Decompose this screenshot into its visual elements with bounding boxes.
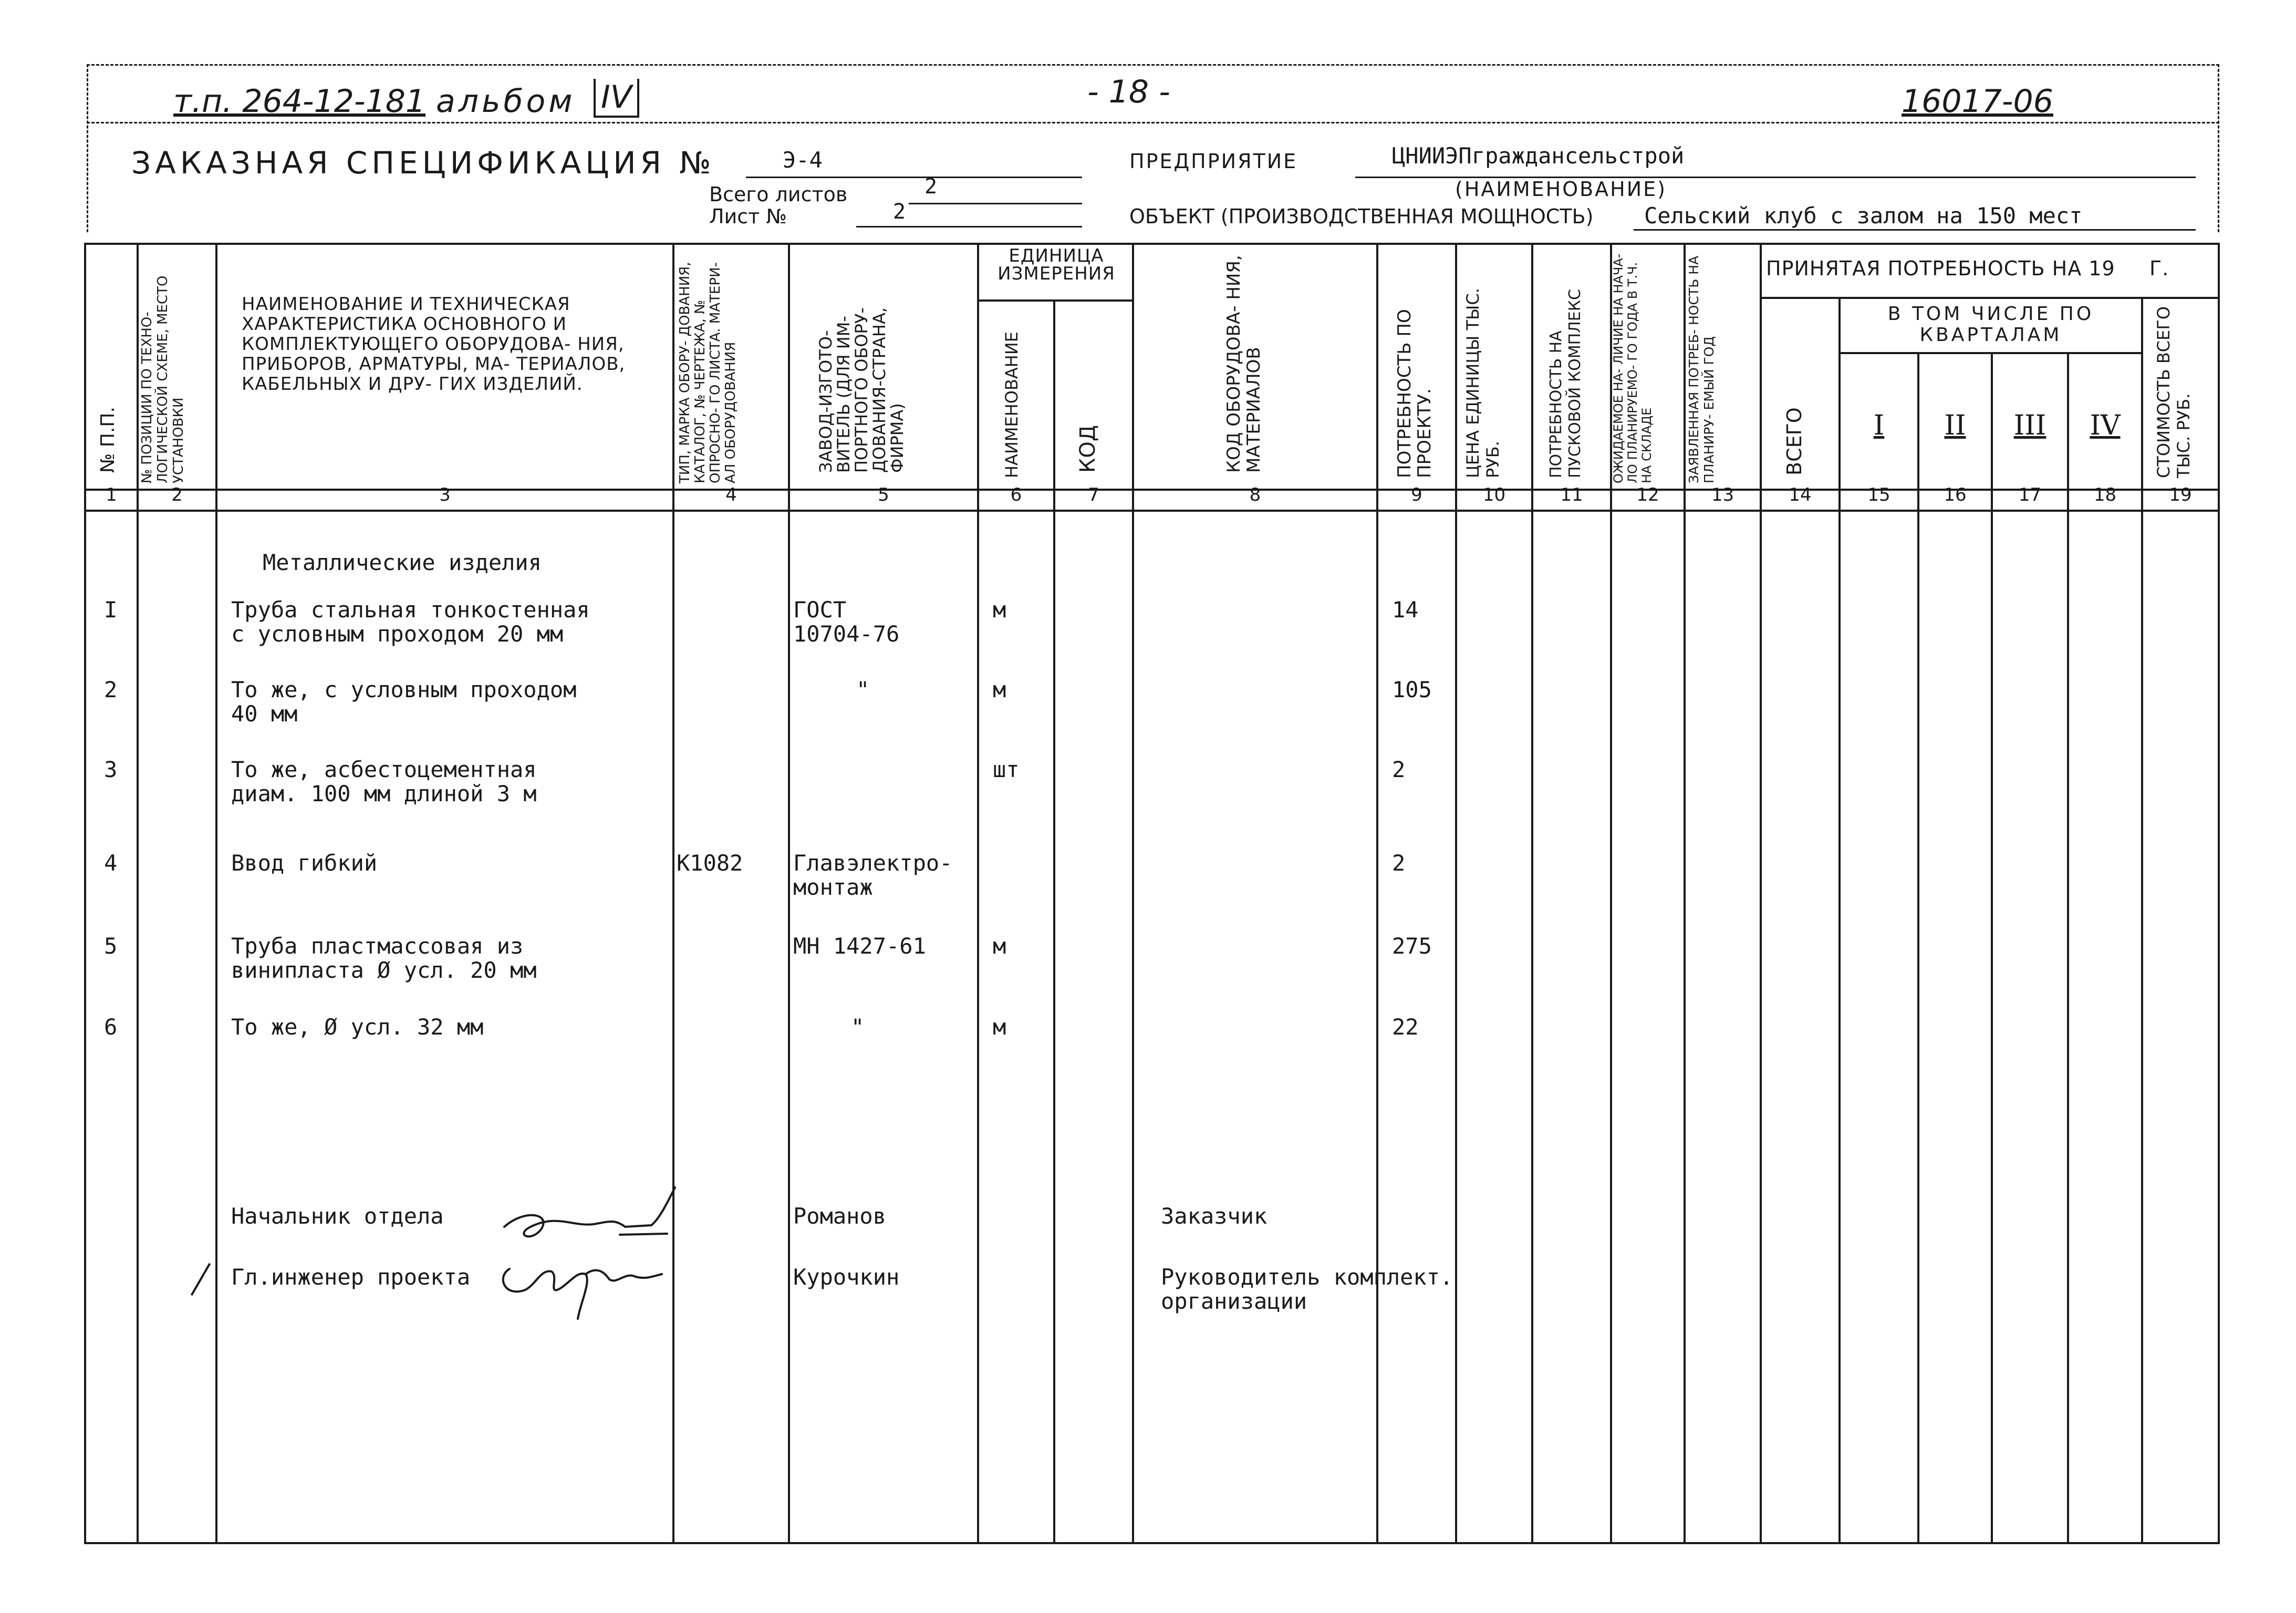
frame-right	[2218, 64, 2219, 232]
col-number: 18	[2093, 484, 2117, 505]
frame-left	[87, 64, 88, 232]
object-value: Сельский клуб с залом на 150 мест	[1644, 203, 2083, 229]
row-unit: шт	[993, 757, 1020, 782]
row-qty: 2	[1392, 757, 1406, 782]
row-maker: МН 1427-61	[793, 933, 926, 959]
col-header-15: I	[1873, 410, 1885, 441]
row-maker: "	[851, 1014, 865, 1040]
table-top	[84, 243, 2220, 245]
row-number: 2	[104, 677, 118, 702]
col-number: 1	[106, 484, 117, 505]
row-name: Ввод гибкий	[231, 850, 378, 876]
frame-top	[87, 64, 2219, 66]
table-bottom	[84, 1542, 2220, 1544]
album-label: альбом	[436, 83, 576, 120]
col-number: 19	[2169, 484, 2192, 505]
quarters-group-header: В ТОМ ЧИСЛЕ ПО КВАРТАЛАМ	[1887, 303, 2094, 346]
col-number: 13	[1711, 484, 1734, 505]
col-number: 6	[1010, 484, 1022, 505]
row-number: 6	[104, 1014, 118, 1040]
row-name: Труба стальная тонкостенная с условным проходом 20 мм	[231, 597, 590, 647]
col-header-1: № П.П.	[97, 407, 119, 473]
name-caption: (НАИМЕНОВАНИЕ)	[1455, 178, 1667, 201]
spec-title: ЗАКАЗНАЯ СПЕЦИФИКАЦИЯ №	[131, 145, 715, 181]
row-type: К1082	[677, 850, 743, 876]
col-header-16: II	[1944, 410, 1966, 441]
col-header-6: НАИМЕНОВАНИЕ	[1002, 331, 1022, 478]
col-number: 11	[1560, 484, 1583, 505]
col-number: 9	[1411, 484, 1422, 505]
unit-group-header: ЕДИНИЦА ИЗМЕРЕНИЯ	[998, 245, 1115, 284]
head-name: Романов	[793, 1203, 887, 1229]
section-title: Металлические изделия	[263, 550, 542, 575]
row-qty: 14	[1392, 597, 1419, 623]
col-header-18: IV	[2090, 410, 2121, 441]
album-number: IV	[594, 79, 639, 118]
row-number: 3	[104, 757, 118, 782]
col-header-4: ТИП, МАРКА ОБОРУ- ДОВАНИЯ, КАТАЛОГ, № ЧЕРТЕЖА, № ОПРОСНО- ГО ЛИСТА. МАТЕРИ- АЛ ОБОРУДОВАНИЯ	[677, 262, 739, 483]
col-number: 8	[1249, 484, 1261, 505]
row-unit: м	[993, 1014, 1006, 1040]
signatures-image	[494, 1177, 714, 1324]
row-qty: 22	[1392, 1014, 1419, 1040]
enterprise-label: ПРЕДПРИЯТИЕ	[1129, 150, 1298, 173]
sheet-number: 2	[893, 200, 906, 224]
spec-number: Э-4	[783, 147, 823, 173]
col-header-13: ЗАЯВЛЕННАЯ ПОТРЕБ- НОСТЬ НА ПЛАНИРУ- ЕМЫЙ ГОД	[1686, 255, 1717, 483]
col-number: 15	[1867, 484, 1890, 505]
col-number: 7	[1088, 484, 1099, 505]
head-signature	[504, 1187, 675, 1236]
col-header-8: КОД ОБОРУДОВА- НИЯ, МАТЕРИАЛОВ	[1223, 255, 1264, 473]
row-maker: "	[856, 677, 870, 702]
col-number: 17	[2018, 484, 2042, 505]
row-number: 5	[104, 933, 118, 959]
row-maker: Главэлектро- монтаж	[793, 850, 953, 900]
row-maker: ГОСТ 10704-76	[793, 597, 900, 647]
col-header-14: ВСЕГО	[1783, 407, 1806, 475]
col-number: 3	[439, 484, 451, 505]
col-header-7: КОД	[1076, 425, 1100, 473]
col-number: 4	[725, 484, 737, 505]
row-name: То же, асбестоцементная диам. 100 мм длиной 3 м	[231, 757, 537, 806]
doc-code: 16017-06	[1902, 83, 2053, 120]
customer-label: Заказчик	[1161, 1203, 1268, 1229]
frame-top-line2	[87, 122, 2219, 123]
row-name: То же, с условным проходом 40 мм	[231, 677, 577, 727]
chief-label: Гл.инженер проекта	[231, 1264, 471, 1290]
col-header-9: ПОТРЕБНОСТЬ ПО ПРОЕКТУ.	[1394, 309, 1435, 478]
col-header-19: СТОИМОСТЬ ВСЕГО ТЫС. РУБ.	[2154, 306, 2194, 478]
row-name: Труба пластмассовая из винипласта Ø усл. 20 мм	[231, 933, 537, 983]
total-sheets: 2	[924, 174, 938, 199]
tick-mark	[191, 1263, 211, 1296]
col-header-10: ЦЕНА ЕДИНИЦЫ ТЫС. РУБ.	[1463, 288, 1503, 478]
col-number: 5	[878, 484, 889, 505]
row-qty: 275	[1392, 933, 1432, 959]
col-number: 14	[1789, 484, 1812, 505]
accepted-group-header: ПРИНЯТАЯ ПОТРЕБНОСТЬ НА 19 Г.	[1766, 257, 2169, 280]
col-header-5: ЗАВОД-ИЗГОТО- ВИТЕЛЬ (ДЛЯ ИМ- ПОРТНОГО ОБОРУ- ДОВАНИЯ-СТРАНА, ФИРМА)	[816, 307, 907, 473]
row-qty: 105	[1392, 677, 1432, 702]
col-number: 16	[1944, 484, 1967, 505]
row-number: I	[104, 597, 118, 623]
supplier-label: Руководитель комплект. организации	[1161, 1264, 1453, 1314]
col-header-11: ПОТРЕБНОСТЬ НА ПУСКОВОЙ КОМПЛЕКС	[1547, 289, 1584, 478]
object-label: ОБЪЕКТ (ПРОИЗВОДСТВЕННАЯ МОЩНОСТЬ)	[1129, 205, 1594, 228]
row-unit: м	[993, 933, 1006, 959]
col-number: 2	[171, 484, 183, 505]
colnum-bottom	[84, 510, 2220, 512]
page-number: - 18 -	[1087, 74, 1170, 110]
col-header-12: ОЖИДАЕМОЕ НА- ЛИЧИЕ НА НАЧА- ЛО ПЛАНИРУЕМО- ГО ГОДА В Т.Ч. НА СКЛАДЕ	[1611, 253, 1654, 483]
doc-ref: т.п. 264-12-181	[173, 83, 426, 120]
sheet-label: Лист №	[709, 205, 787, 228]
col-number: 10	[1482, 484, 1506, 505]
row-number: 4	[104, 850, 118, 876]
col-header-2: № ПОЗИЦИИ ПО ТЕХНО- ЛОГИЧЕСКОЙ СХЕМЕ, МЕСТО УСТАНОВКИ	[139, 275, 186, 483]
row-qty: 2	[1392, 850, 1406, 876]
col-number: 12	[1636, 484, 1659, 505]
total-sheets-label: Всего листов	[709, 183, 848, 206]
row-unit: м	[993, 597, 1006, 623]
chief-signature	[503, 1269, 662, 1319]
col-header-17: III	[2013, 410, 2046, 441]
col-header-3: НАИМЕНОВАНИЕ И ТЕХНИЧЕСКАЯ ХАРАКТЕРИСТИКА ОСНОВНОГО И КОМПЛЕКТУЮЩЕГО ОБОРУДОВА- НИЯ, ПРИБОРОВ, АРМАТУРЫ, МА- ТЕРИАЛОВ, КАБЕЛЬНЫХ И ДРУ- ГИХ ИЗДЕЛИЙ.	[242, 294, 626, 395]
row-name: То же, Ø усл. 32 мм	[231, 1014, 484, 1040]
row-unit: м	[993, 677, 1006, 702]
enterprise-value: ЦНИИЭПграждансельстрой	[1392, 143, 1685, 169]
chief-name: Курочкин	[793, 1264, 900, 1290]
head-label: Начальник отдела	[231, 1203, 444, 1229]
